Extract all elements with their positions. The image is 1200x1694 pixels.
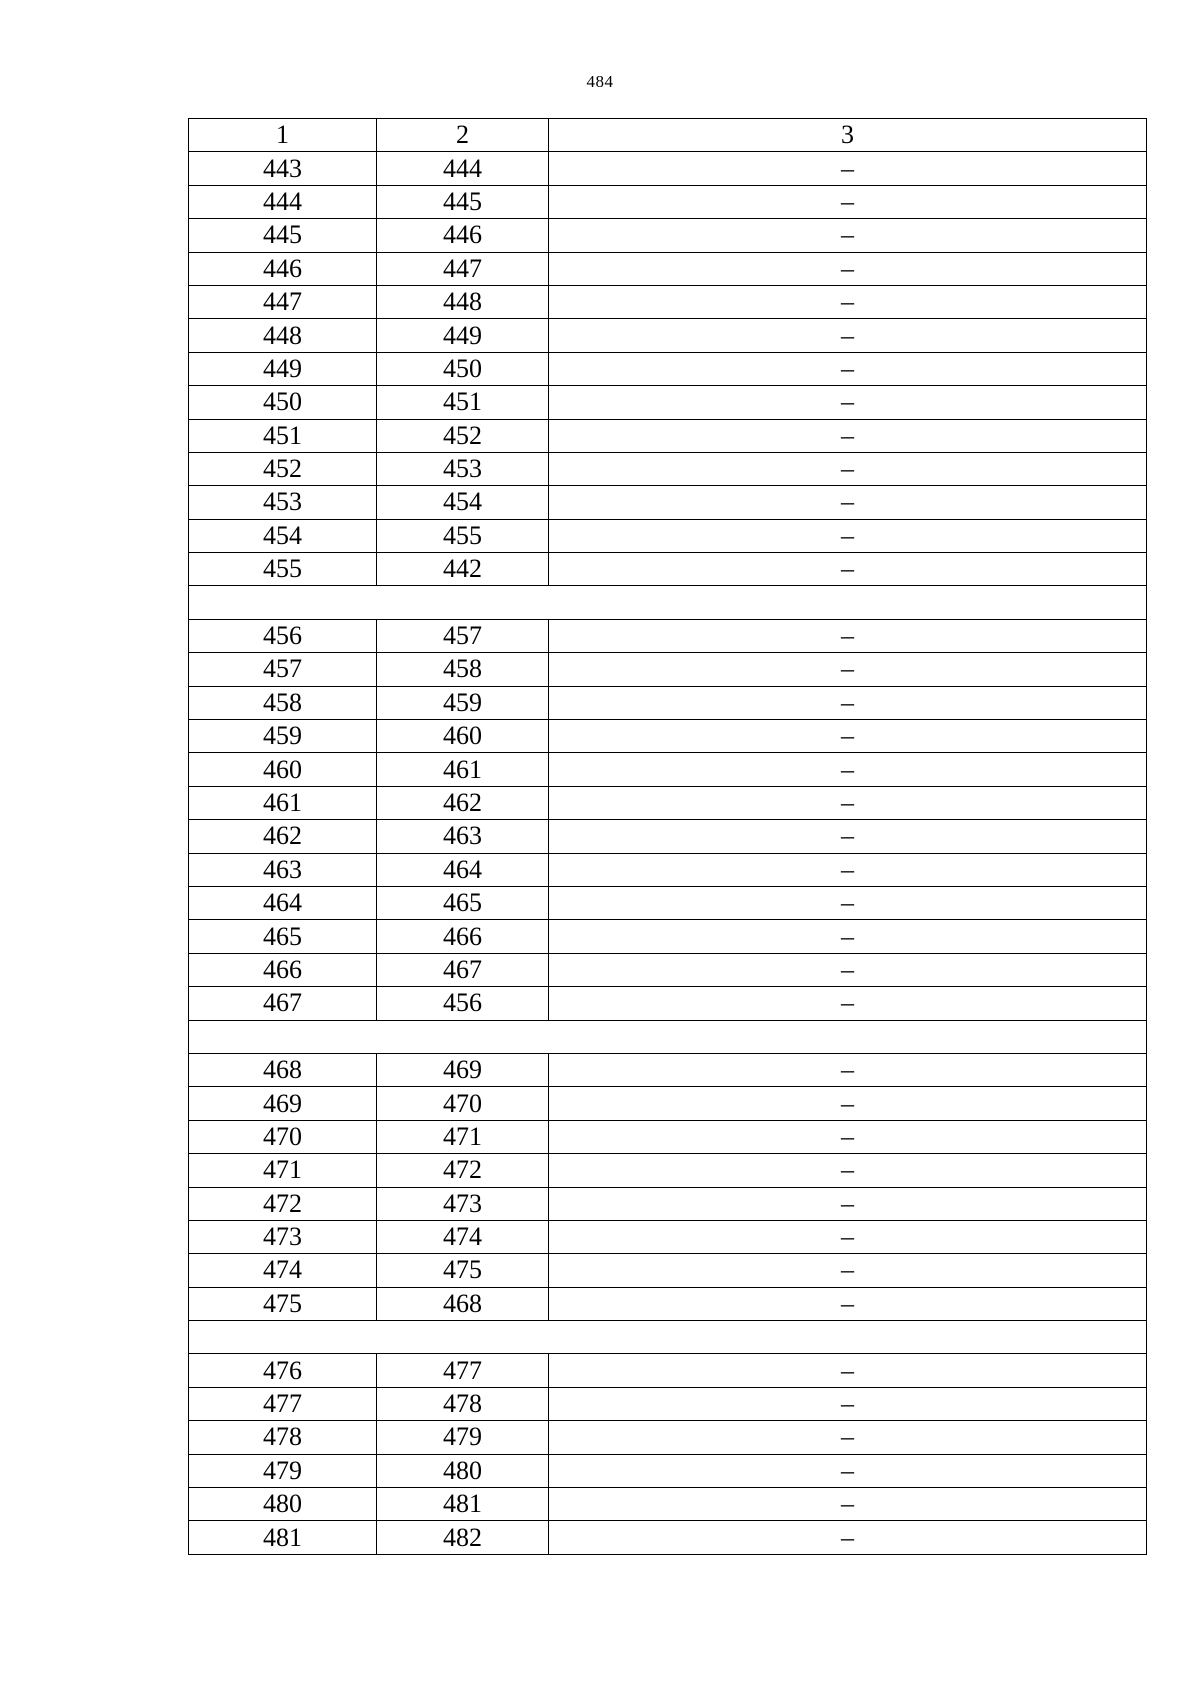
group-separator-cell — [189, 586, 1147, 619]
cell-col3: – — [549, 686, 1147, 719]
cell-col1: 457 — [189, 653, 377, 686]
cell-col3: – — [549, 820, 1147, 853]
cell-col1: 469 — [189, 1087, 377, 1120]
cell-col2: 469 — [377, 1053, 549, 1086]
table-row — [189, 619, 1147, 652]
cell-col3: – — [549, 720, 1147, 753]
cell-col3: – — [549, 1120, 1147, 1153]
table-row — [189, 519, 1147, 552]
table-row — [189, 1421, 1147, 1454]
cell-col3: – — [549, 953, 1147, 986]
cell-col1: 450 — [189, 386, 377, 419]
header-cell-col1: 1 — [189, 119, 377, 152]
cell-col3: – — [549, 1187, 1147, 1220]
table-row — [189, 1120, 1147, 1153]
cell-col2: 467 — [377, 953, 549, 986]
cell-col2: 447 — [377, 252, 549, 285]
table-row — [189, 1488, 1147, 1521]
table-row — [189, 853, 1147, 886]
cell-col1: 448 — [189, 319, 377, 352]
cell-col2: 454 — [377, 486, 549, 519]
cell-col3: – — [549, 987, 1147, 1020]
cell-col1: 476 — [189, 1354, 377, 1387]
table-row — [189, 553, 1147, 586]
cell-col1: 480 — [189, 1488, 377, 1521]
table-row — [189, 486, 1147, 519]
cell-col1: 463 — [189, 853, 377, 886]
table-row — [189, 1454, 1147, 1487]
cell-col3: – — [549, 1154, 1147, 1187]
table-row — [189, 419, 1147, 452]
cell-col3: – — [549, 1053, 1147, 1086]
cell-col1: 461 — [189, 786, 377, 819]
cell-col3: – — [549, 1354, 1147, 1387]
cell-col3: – — [549, 219, 1147, 252]
cell-col1: 460 — [189, 753, 377, 786]
cell-col2: 458 — [377, 653, 549, 686]
table-row — [189, 953, 1147, 986]
group-separator-row — [189, 1321, 1147, 1354]
table-body — [189, 119, 1147, 1555]
table-header-row — [189, 119, 1147, 152]
cell-col1: 478 — [189, 1421, 377, 1454]
cell-col3: – — [549, 252, 1147, 285]
table-row — [189, 786, 1147, 819]
cell-col3: – — [549, 1454, 1147, 1487]
cell-col1: 462 — [189, 820, 377, 853]
cell-col3: – — [549, 1521, 1147, 1554]
cell-col3: – — [549, 1087, 1147, 1120]
cell-col1: 475 — [189, 1287, 377, 1320]
cell-col2: 452 — [377, 419, 549, 452]
cell-col3: – — [549, 352, 1147, 385]
cell-col2: 450 — [377, 352, 549, 385]
table-row — [189, 152, 1147, 185]
cell-col3: – — [549, 452, 1147, 485]
cell-col3: – — [549, 1254, 1147, 1287]
cell-col1: 471 — [189, 1154, 377, 1187]
cell-col3: – — [549, 185, 1147, 218]
group-separator-row — [189, 1020, 1147, 1053]
group-separator-cell — [189, 1321, 1147, 1354]
cell-col3: – — [549, 886, 1147, 919]
table-row — [189, 386, 1147, 419]
cell-col1: 446 — [189, 252, 377, 285]
cell-col1: 453 — [189, 486, 377, 519]
table-row — [189, 686, 1147, 719]
cell-col3: – — [549, 1421, 1147, 1454]
cell-col3: – — [549, 319, 1147, 352]
cell-col3: – — [549, 653, 1147, 686]
table-row — [189, 820, 1147, 853]
cell-col3: – — [549, 285, 1147, 318]
cell-col3: – — [549, 519, 1147, 552]
header-cell-col2: 2 — [377, 119, 549, 152]
table-row — [189, 252, 1147, 285]
cell-col1: 474 — [189, 1254, 377, 1287]
table-row — [189, 653, 1147, 686]
cell-col1: 481 — [189, 1521, 377, 1554]
cell-col1: 464 — [189, 886, 377, 919]
page-number: 484 — [586, 72, 614, 91]
cell-col3: – — [549, 1488, 1147, 1521]
cell-col2: 455 — [377, 519, 549, 552]
table-row — [189, 452, 1147, 485]
cell-col1: 449 — [189, 352, 377, 385]
cell-col3: – — [549, 920, 1147, 953]
cell-col3: – — [549, 753, 1147, 786]
table-row — [189, 352, 1147, 385]
cell-col2: 471 — [377, 1120, 549, 1153]
cell-col2: 481 — [377, 1488, 549, 1521]
table-row — [189, 1521, 1147, 1554]
table-row — [189, 1354, 1147, 1387]
cell-col1: 456 — [189, 619, 377, 652]
table-row — [189, 1187, 1147, 1220]
table-row — [189, 987, 1147, 1020]
group-separator-row — [189, 586, 1147, 619]
cell-col1: 458 — [189, 686, 377, 719]
cell-col2: 456 — [377, 987, 549, 1020]
cell-col3: – — [549, 1220, 1147, 1253]
table-row — [189, 720, 1147, 753]
table-row — [189, 285, 1147, 318]
cell-col3: – — [549, 786, 1147, 819]
cell-col1: 459 — [189, 720, 377, 753]
cell-col2: 459 — [377, 686, 549, 719]
cell-col1: 454 — [189, 519, 377, 552]
cell-col1: 470 — [189, 1120, 377, 1153]
cell-col1: 473 — [189, 1220, 377, 1253]
table-row — [189, 1220, 1147, 1253]
cell-col3: – — [549, 386, 1147, 419]
cell-col2: 462 — [377, 786, 549, 819]
cell-col2: 461 — [377, 753, 549, 786]
cell-col1: 468 — [189, 1053, 377, 1086]
cell-col2: 446 — [377, 219, 549, 252]
table-row — [189, 1387, 1147, 1420]
cell-col3: – — [549, 1387, 1147, 1420]
cell-col1: 451 — [189, 419, 377, 452]
table-row — [189, 753, 1147, 786]
cell-col2: 470 — [377, 1087, 549, 1120]
group-separator-cell — [189, 1020, 1147, 1053]
cell-col1: 444 — [189, 185, 377, 218]
cell-col1: 447 — [189, 285, 377, 318]
cell-col2: 445 — [377, 185, 549, 218]
cell-col2: 444 — [377, 152, 549, 185]
data-table — [188, 118, 1147, 1555]
cell-col1: 477 — [189, 1387, 377, 1420]
cell-col3: – — [549, 152, 1147, 185]
cell-col3: – — [549, 853, 1147, 886]
cell-col2: 474 — [377, 1220, 549, 1253]
table-row — [189, 319, 1147, 352]
cell-col2: 460 — [377, 720, 549, 753]
table-row — [189, 1087, 1147, 1120]
table-row — [189, 1254, 1147, 1287]
table-row — [189, 920, 1147, 953]
table-row — [189, 219, 1147, 252]
cell-col1: 445 — [189, 219, 377, 252]
cell-col2: 468 — [377, 1287, 549, 1320]
cell-col2: 479 — [377, 1421, 549, 1454]
cell-col2: 473 — [377, 1187, 549, 1220]
cell-col1: 467 — [189, 987, 377, 1020]
cell-col1: 465 — [189, 920, 377, 953]
cell-col2: 464 — [377, 853, 549, 886]
cell-col2: 451 — [377, 386, 549, 419]
cell-col2: 482 — [377, 1521, 549, 1554]
header-cell-col3: 3 — [549, 119, 1147, 152]
cell-col3: – — [549, 419, 1147, 452]
cell-col2: 475 — [377, 1254, 549, 1287]
cell-col2: 472 — [377, 1154, 549, 1187]
cell-col2: 465 — [377, 886, 549, 919]
table-row — [189, 1154, 1147, 1187]
cell-col1: 472 — [189, 1187, 377, 1220]
cell-col1: 479 — [189, 1454, 377, 1487]
table-row — [189, 1287, 1147, 1320]
cell-col2: 449 — [377, 319, 549, 352]
cell-col1: 466 — [189, 953, 377, 986]
cell-col2: 477 — [377, 1354, 549, 1387]
table-row — [189, 886, 1147, 919]
cell-col3: – — [549, 486, 1147, 519]
cell-col1: 443 — [189, 152, 377, 185]
cell-col1: 455 — [189, 553, 377, 586]
cell-col1: 452 — [189, 452, 377, 485]
cell-col2: 466 — [377, 920, 549, 953]
cell-col3: – — [549, 619, 1147, 652]
cell-col3: – — [549, 553, 1147, 586]
cell-col2: 453 — [377, 452, 549, 485]
cell-col2: 457 — [377, 619, 549, 652]
table-row — [189, 185, 1147, 218]
cell-col2: 478 — [377, 1387, 549, 1420]
table-row — [189, 1053, 1147, 1086]
cell-col3: – — [549, 1287, 1147, 1320]
cell-col2: 442 — [377, 553, 549, 586]
cell-col2: 480 — [377, 1454, 549, 1487]
cell-col2: 463 — [377, 820, 549, 853]
cell-col2: 448 — [377, 285, 549, 318]
